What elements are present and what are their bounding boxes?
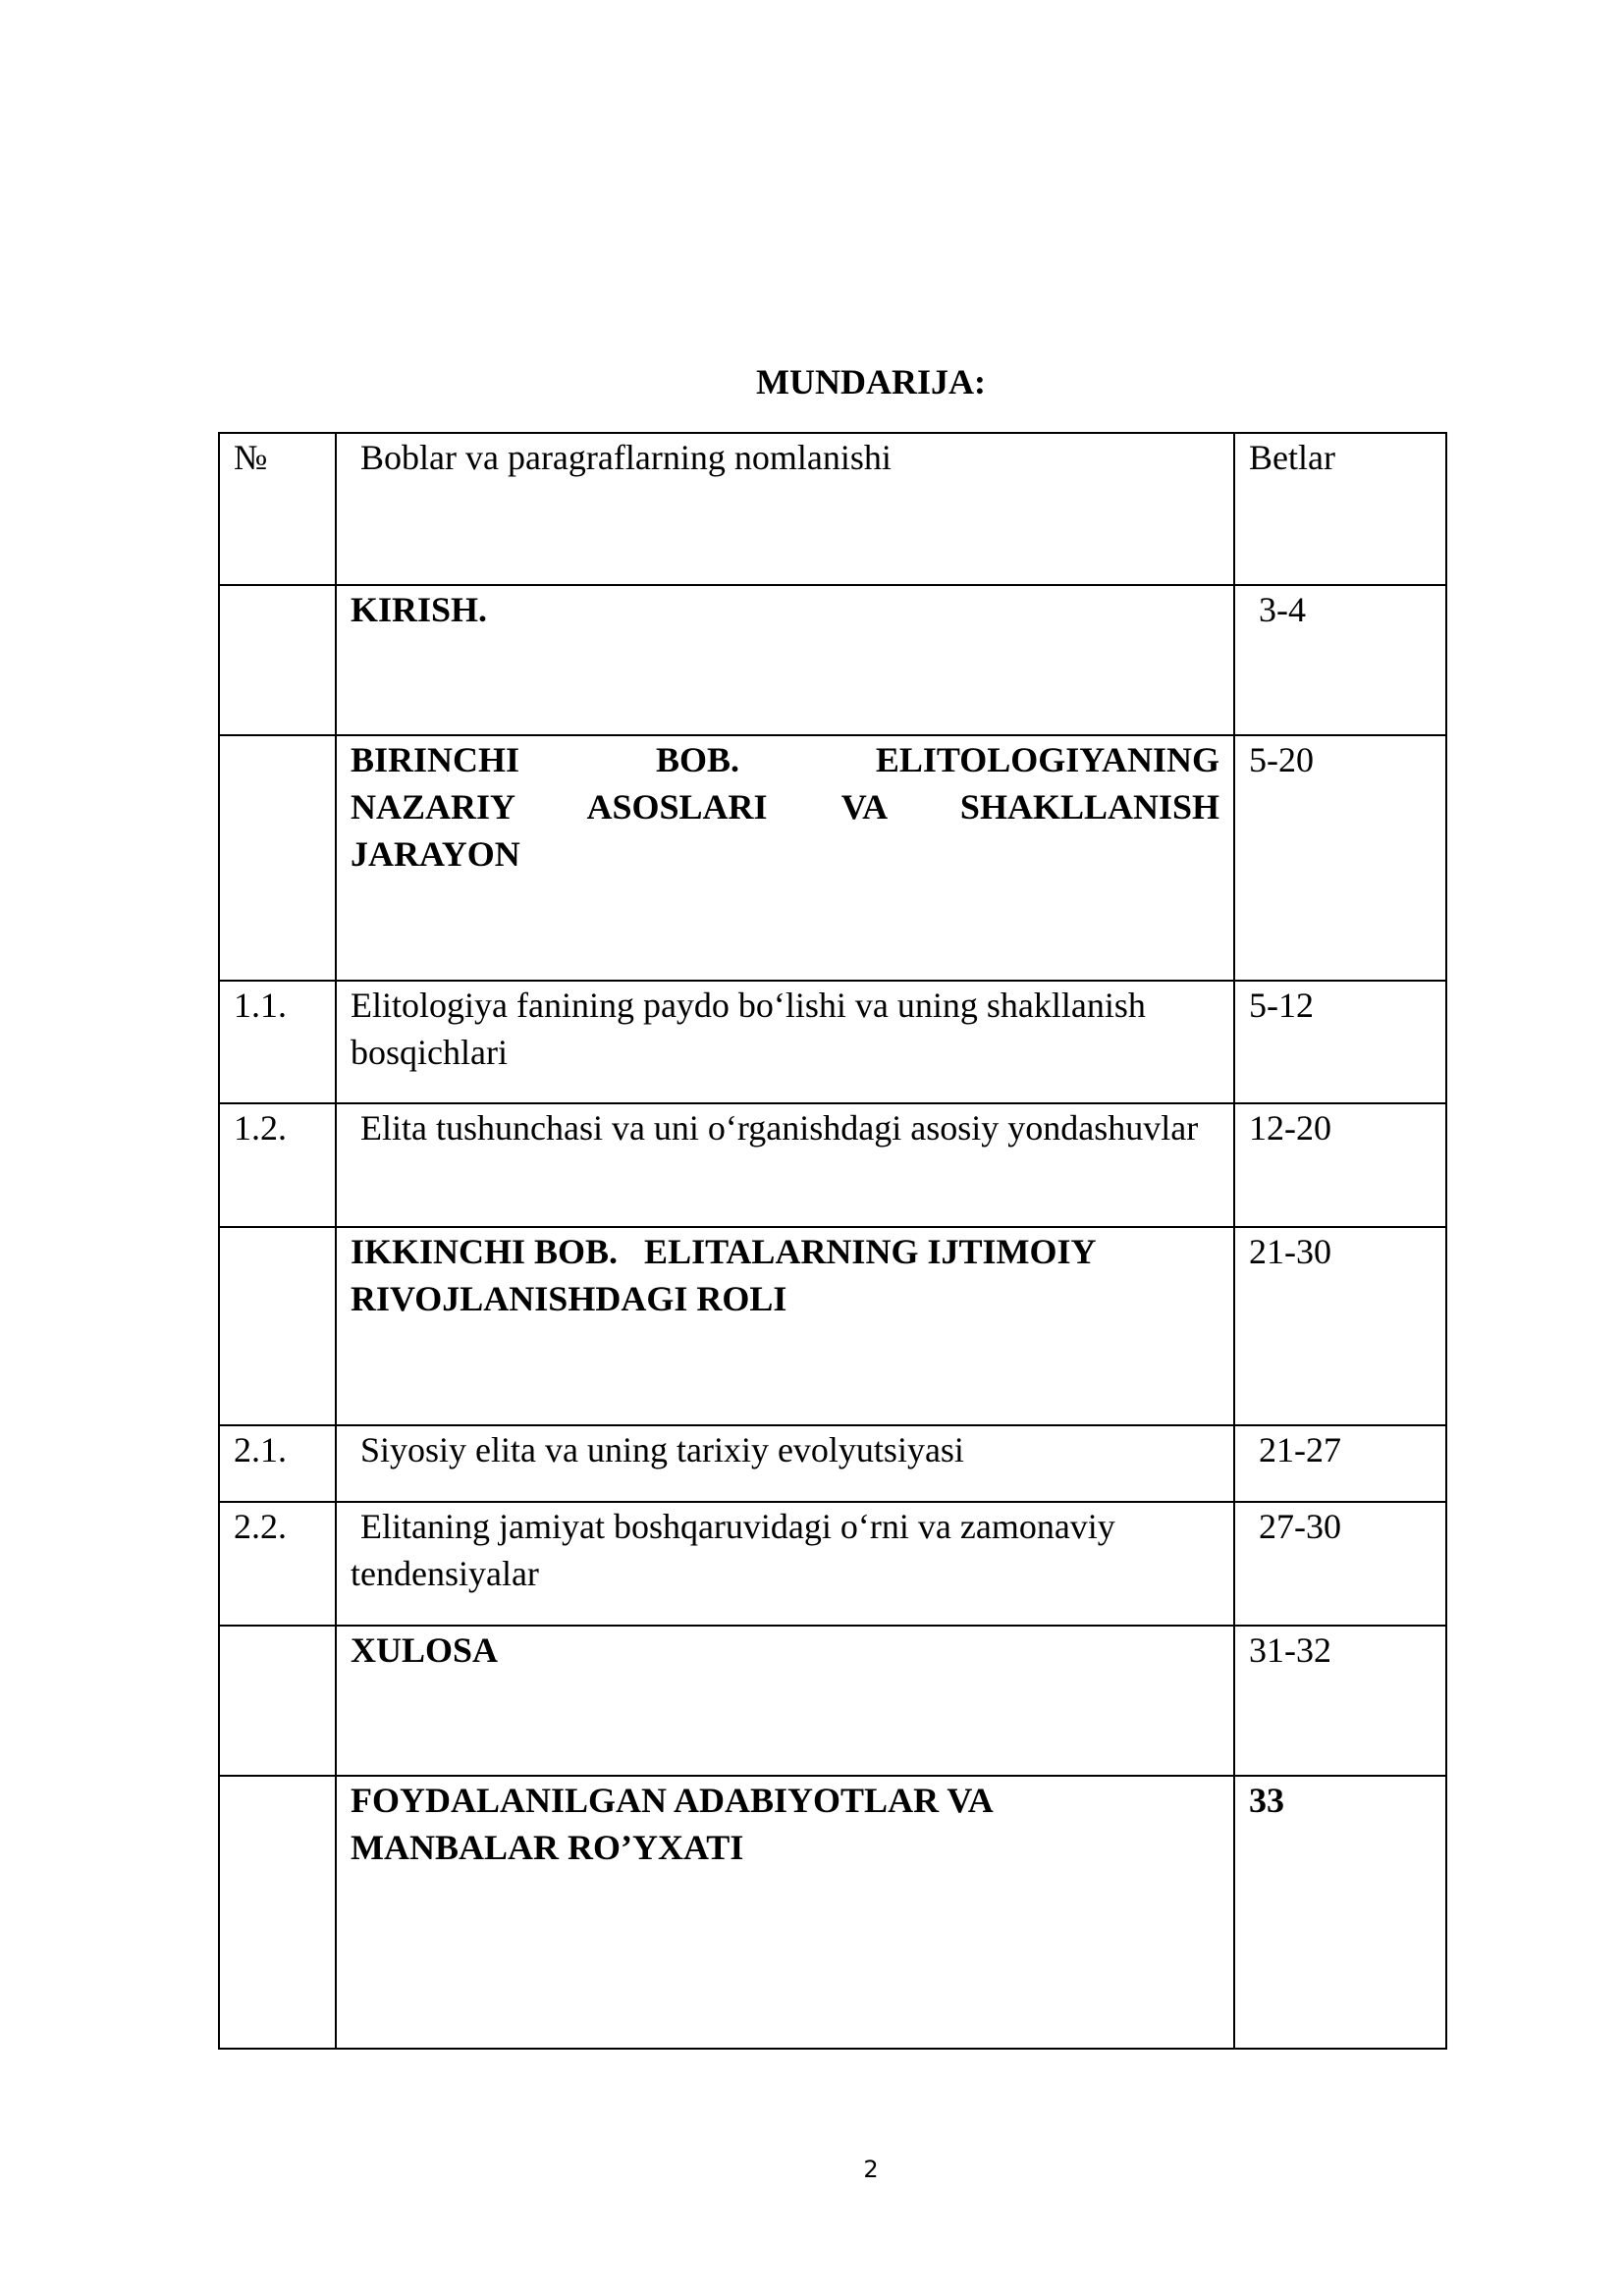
row-pages — [1234, 585, 1446, 735]
row-pages: 5-20 — [1234, 735, 1446, 981]
row-title-line-3: JARAYON — [351, 834, 520, 874]
row-number — [219, 1626, 336, 1776]
header-section-name — [336, 433, 1234, 585]
row-number: 1.1. — [219, 981, 336, 1103]
row-number — [219, 735, 336, 981]
row-title-line-1: FOYDALANILGAN ADABIYOTLAR VA — [351, 1781, 994, 1820]
row-title-text: Elitaning jamiyat boshqaruvidagi o‘rni va zamonaviy tendensiyalar — [351, 1507, 1115, 1593]
row-title: Elitologiya fanining paydo bo‘lishi va uning shakllanish bosqichlari — [336, 981, 1234, 1103]
row-title-line-1: BIRINCHI BOB. ELITOLOGIYANING — [351, 740, 1219, 779]
row-title-text: Elita tushunchasi va uni o‘rganishdagi asosiy yondashuvlar — [360, 1108, 1199, 1148]
row-title — [336, 1425, 1234, 1502]
row-pages-text: 27-30 — [1259, 1507, 1341, 1546]
table-row — [219, 1502, 1446, 1626]
header-pages: Betlar — [1234, 433, 1446, 585]
row-number: 2.1. — [219, 1425, 336, 1502]
table-row — [219, 981, 1446, 1103]
page-title: MUNDARIJA: — [756, 362, 986, 401]
row-title — [336, 1227, 1234, 1425]
row-title-line-2: MANBALAR RO’YXATI — [351, 1828, 744, 1867]
row-title — [336, 735, 1234, 981]
row-pages — [1234, 1425, 1446, 1502]
row-number: 1.2. — [219, 1103, 336, 1227]
table-row — [219, 1626, 1446, 1776]
row-number — [219, 585, 336, 735]
row-pages: 33 — [1234, 1776, 1446, 2049]
table-header-row — [219, 433, 1446, 585]
header-number: № — [219, 433, 336, 585]
row-title — [336, 1776, 1234, 2049]
header-section-name-text: Boblar va paragraflarning nomlanishi — [360, 438, 892, 477]
table-row — [219, 1227, 1446, 1425]
row-title-line-1: IKKINCHI BOB. ELITALARNING IJTIMOIY — [351, 1232, 1097, 1271]
table-row — [219, 585, 1446, 735]
row-title-text: Siyosiy elita va uning tarixiy evolyutsiyasi — [360, 1430, 964, 1469]
row-title: KIRISH. — [336, 585, 1234, 735]
row-number — [219, 1776, 336, 2049]
table-row — [219, 1776, 1446, 2049]
row-pages: 21-30 — [1234, 1227, 1446, 1425]
row-pages: 5-12 — [1234, 981, 1446, 1103]
table-of-contents — [218, 432, 1447, 2050]
row-title: XULOSA — [336, 1626, 1234, 1776]
row-number: 2.2. — [219, 1502, 336, 1626]
row-pages: 31-32 — [1234, 1626, 1446, 1776]
row-title — [336, 1502, 1234, 1626]
row-title — [336, 1103, 1234, 1227]
table-row — [219, 1425, 1446, 1502]
table-row — [219, 1103, 1446, 1227]
row-title-line-2: NAZARIY ASOSLARI VA SHAKLLANISH — [351, 787, 1219, 827]
row-title-line-2: RIVOJLANISHDAGI ROLI — [351, 1279, 787, 1318]
row-pages: 12-20 — [1234, 1103, 1446, 1227]
row-pages-text: 21-27 — [1259, 1430, 1341, 1469]
table-row — [219, 735, 1446, 981]
row-number — [219, 1227, 336, 1425]
row-pages-text: 3-4 — [1259, 590, 1306, 629]
row-pages — [1234, 1502, 1446, 1626]
page-number: 2 — [863, 2156, 879, 2183]
